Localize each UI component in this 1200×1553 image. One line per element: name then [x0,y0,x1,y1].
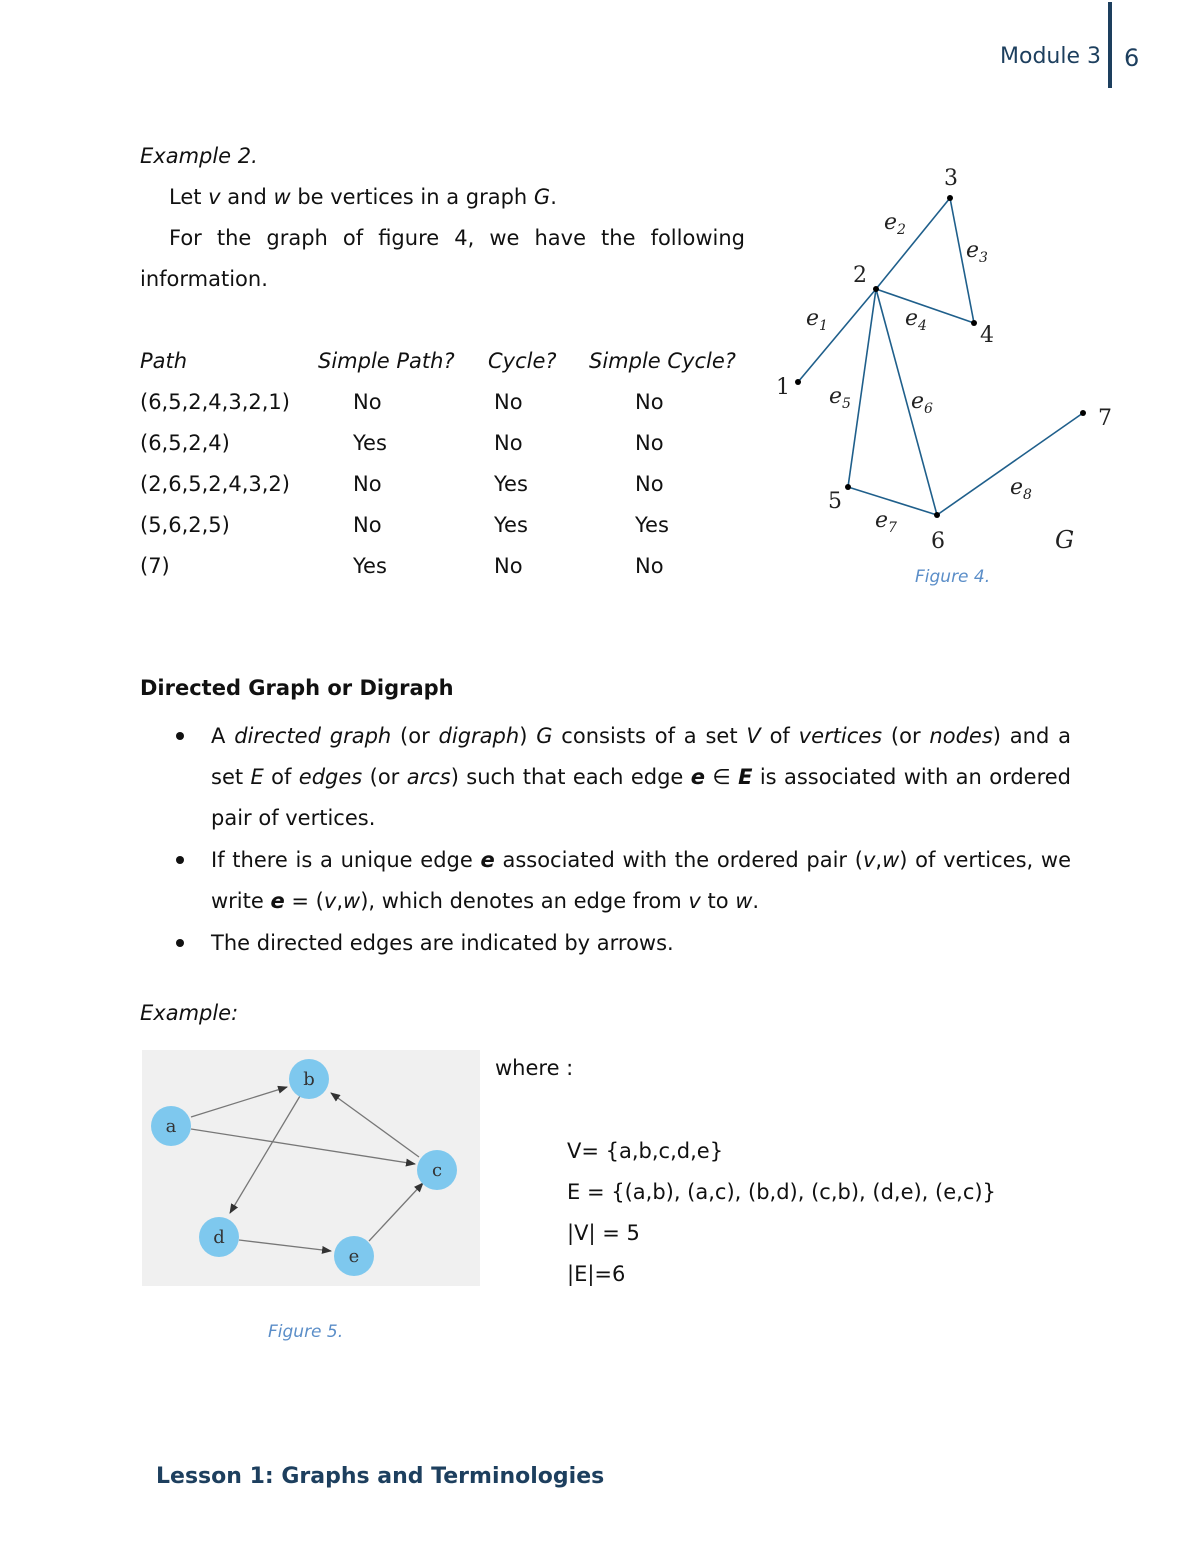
table-cell: No [635,472,664,496]
vertex-set: V= {a,b,c,d,e} [567,1139,724,1163]
table-header-simple-cycle: Simple Cycle? [589,349,736,373]
table-cell: (6,5,2,4) [140,431,230,455]
edge-label: $e_6$ [911,389,933,417]
figure5-caption: Figure 5. [268,1322,344,1342]
vertex-label: 7 [1098,406,1112,431]
edge-label: $e_8$ [1010,475,1032,503]
example2-line1: Let v and w be vertices in a graph G. [169,185,557,209]
vertex-label: 3 [944,166,958,191]
table-cell: Yes [494,472,528,496]
table-cell: No [494,554,523,578]
section-heading: Directed Graph or Digraph [140,676,454,700]
table-cell: Yes [353,554,387,578]
vertex-dot [845,484,851,490]
edge-count: |E|=6 [567,1262,626,1286]
table-cell: Yes [353,431,387,455]
table-cell: Yes [494,513,528,537]
edge-e7 [848,487,937,515]
node-label: a [165,1116,177,1137]
figure4-graph [760,160,1120,560]
example-title: Example: [140,1001,239,1025]
example2-line3: information. [140,267,268,291]
vertex-dot [947,195,953,201]
bullet-3: The directed edges are indicated by arrows. [211,931,674,955]
vertex-dot [873,286,879,292]
vertex-label: 1 [776,375,790,400]
vertex-dot [795,379,801,385]
figure4-caption: Figure 4. [915,567,991,587]
vertex-dot [1080,410,1086,416]
vertex-count: |V| = 5 [567,1221,640,1245]
node-label: d [213,1227,225,1248]
vertex-label: 5 [828,489,842,514]
table-cell: No [635,390,664,414]
bullet-icon [176,939,184,947]
table-cell: (7) [140,554,170,578]
table-cell: No [494,390,523,414]
table-cell: No [353,513,382,537]
edge-label: $e_4$ [905,306,927,334]
edge-label: $e_5$ [829,384,851,412]
table-header-cycle: Cycle? [488,349,557,373]
module-label: Module 3 [1000,44,1101,69]
vertex-label: 2 [853,263,867,288]
page-number: 6 [1124,44,1140,72]
where-label: where : [495,1056,574,1080]
node-label: e [348,1246,360,1267]
header-divider [1108,2,1112,88]
graph-name-label: G [1055,526,1075,554]
edge-set: E = {(a,b), (a,c), (b,d), (c,b), (d,e), (e,c)} [567,1180,996,1204]
vertex-dot [971,320,977,326]
footer-lesson-title: Lesson 1: Graphs and Terminologies [156,1464,605,1489]
vertex-label: 4 [980,323,994,348]
vertex-label: 6 [931,529,945,554]
edge-e5 [848,289,876,487]
figure5-digraph [142,1050,480,1286]
edge-label: $e_1$ [806,306,828,334]
table-cell: No [353,390,382,414]
bullet-2: If there is a unique edge e associated with the ordered pair (v,w) of vertices, we write e = (v,w), which denotes an edge from v to w. [211,848,1072,913]
bullet-1: A directed graph (or digraph) G consists of a set V of vertices (or nodes) and a set E of edges (or arcs) such that each edge e ∈ E is associated with an ordered pair of vertices. [211,724,1072,830]
table-cell: (6,5,2,4,3,2,1) [140,390,290,414]
bullet-icon [176,856,184,864]
table-header-simple-path: Simple Path? [318,349,455,373]
table-cell: No [635,554,664,578]
table-cell: (2,6,5,2,4,3,2) [140,472,290,496]
table-header-path: Path [140,349,188,373]
edge-label: $e_2$ [884,210,906,238]
node-label: c [431,1160,443,1181]
edge-label: $e_7$ [875,508,897,536]
table-cell: Yes [635,513,669,537]
table-cell: No [494,431,523,455]
vertex-dot [934,512,940,518]
node-label: b [303,1069,315,1090]
example2-line2: For the graph of figure 4, we have the following [169,226,745,250]
table-cell: (5,6,2,5) [140,513,230,537]
example2-title: Example 2. [140,144,258,168]
bullet-icon [176,732,184,740]
table-cell: No [635,431,664,455]
table-cell: No [353,472,382,496]
edge-label: $e_3$ [966,238,988,266]
